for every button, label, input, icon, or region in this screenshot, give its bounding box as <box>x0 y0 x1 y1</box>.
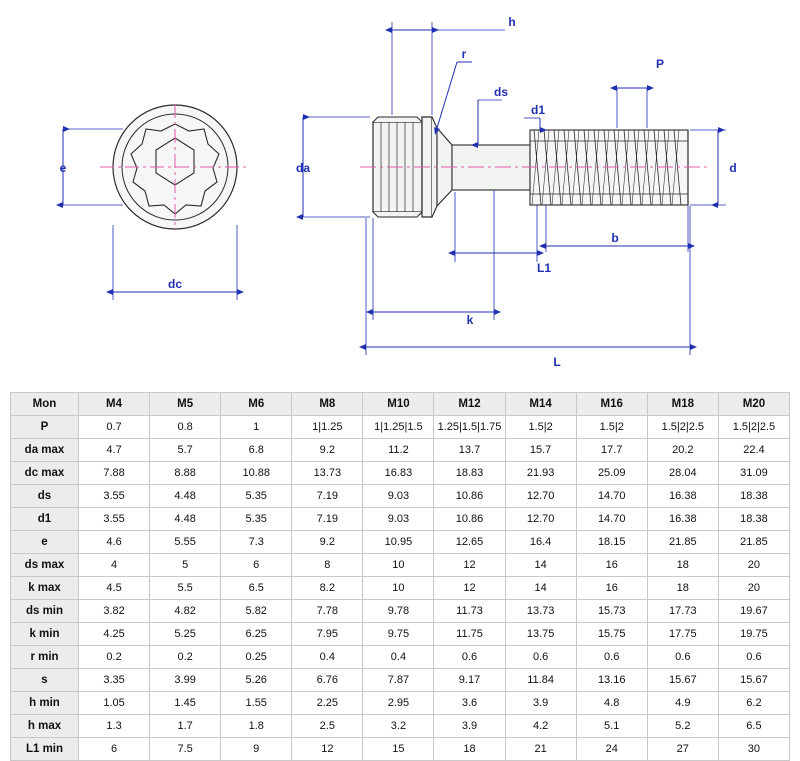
table-cell: 0.4 <box>292 646 363 669</box>
table-cell: 16.38 <box>647 485 718 508</box>
table-cell: 16 <box>576 577 647 600</box>
table-cell: 3.55 <box>79 485 150 508</box>
table-row <box>11 485 790 508</box>
table-cell: 14.70 <box>576 485 647 508</box>
table-row-label: L1 min <box>11 738 79 761</box>
table-cell: 21.93 <box>505 462 576 485</box>
table-cell: 6.76 <box>292 669 363 692</box>
table-column-header: M8 <box>292 393 363 416</box>
table-cell: 18.38 <box>718 485 789 508</box>
table-cell: 6 <box>79 738 150 761</box>
table-cell: 12 <box>434 577 505 600</box>
table-cell: 3.82 <box>79 600 150 623</box>
table-cell: 0.6 <box>718 646 789 669</box>
table-row <box>11 715 790 738</box>
table-cell: 0.4 <box>363 646 434 669</box>
table-cell: 9.78 <box>363 600 434 623</box>
table-row-label: k max <box>11 577 79 600</box>
table-cell: 1.25|1.5|1.75 <box>434 416 505 439</box>
table-cell: 12 <box>434 554 505 577</box>
table-column-header: M4 <box>79 393 150 416</box>
table-cell: 17.75 <box>647 623 718 646</box>
table-row <box>11 416 790 439</box>
table-cell: 4.9 <box>647 692 718 715</box>
table-cell: 7.19 <box>292 508 363 531</box>
table-cell: 24 <box>576 738 647 761</box>
table-cell: 7.3 <box>221 531 292 554</box>
table-cell: 9 <box>221 738 292 761</box>
table-cell: 6.25 <box>221 623 292 646</box>
table-cell: 1.55 <box>221 692 292 715</box>
table-cell: 3.2 <box>363 715 434 738</box>
table-column-header: M18 <box>647 393 718 416</box>
table-cell: 0.6 <box>647 646 718 669</box>
table-cell: 5.7 <box>150 439 221 462</box>
table-cell: 3.55 <box>79 508 150 531</box>
table-cell: 5.2 <box>647 715 718 738</box>
table-cell: 18 <box>647 554 718 577</box>
table-cell: 10.86 <box>434 485 505 508</box>
table-row <box>11 508 790 531</box>
table-row <box>11 600 790 623</box>
label-da: da <box>295 161 311 175</box>
table-column-header: M14 <box>505 393 576 416</box>
table-cell: 1 <box>221 416 292 439</box>
bolt-side-view <box>360 117 710 217</box>
table-row-label: d1 <box>11 508 79 531</box>
table-cell: 8.88 <box>150 462 221 485</box>
table-cell: 6.8 <box>221 439 292 462</box>
table-cell: 5.26 <box>221 669 292 692</box>
table-column-header: M5 <box>150 393 221 416</box>
table-cell: 0.6 <box>434 646 505 669</box>
table-row-label: dc max <box>11 462 79 485</box>
table-cell: 4.8 <box>576 692 647 715</box>
table-cell: 12.70 <box>505 508 576 531</box>
table-cell: 14 <box>505 577 576 600</box>
table-cell: 6 <box>221 554 292 577</box>
table-row-label: e <box>11 531 79 554</box>
label-b: b <box>611 231 619 245</box>
table-cell: 0.6 <box>505 646 576 669</box>
table-row <box>11 554 790 577</box>
table-header-row <box>11 393 790 416</box>
table-row-label: ds min <box>11 600 79 623</box>
table-cell: 5.82 <box>221 600 292 623</box>
table-row-label: r min <box>11 646 79 669</box>
table-cell: 18.38 <box>718 508 789 531</box>
table-cell: 0.2 <box>79 646 150 669</box>
table-cell: 4.48 <box>150 508 221 531</box>
table-cell: 9.75 <box>363 623 434 646</box>
table-cell: 7.78 <box>292 600 363 623</box>
table-cell: 11.84 <box>505 669 576 692</box>
table-cell: 1.05 <box>79 692 150 715</box>
table-cell: 5.1 <box>576 715 647 738</box>
table-column-header: M6 <box>221 393 292 416</box>
table-cell: 9.2 <box>292 531 363 554</box>
table-cell: 7.88 <box>79 462 150 485</box>
table-row <box>11 738 790 761</box>
table-cell: 1.5|2 <box>576 416 647 439</box>
table-cell: 11.2 <box>363 439 434 462</box>
table-cell: 17.7 <box>576 439 647 462</box>
table-cell: 14.70 <box>576 508 647 531</box>
table-cell: 19.75 <box>718 623 789 646</box>
table-cell: 2.5 <box>292 715 363 738</box>
table-cell: 21 <box>505 738 576 761</box>
table-cell: 12.65 <box>434 531 505 554</box>
table-row-label: s <box>11 669 79 692</box>
table-cell: 2.95 <box>363 692 434 715</box>
table-cell: 12 <box>292 738 363 761</box>
label-ds: ds <box>493 85 509 99</box>
table-cell: 4.48 <box>150 485 221 508</box>
table-cell: 7.87 <box>363 669 434 692</box>
table-cell: 0.25 <box>221 646 292 669</box>
dimension-p <box>617 57 664 128</box>
table-cell: 1|1.25 <box>292 416 363 439</box>
table-row-label: ds max <box>11 554 79 577</box>
table-cell: 1|1.25|1.5 <box>363 416 434 439</box>
table-column-header: M16 <box>576 393 647 416</box>
table-row-label: ds <box>11 485 79 508</box>
label-L1: L1 <box>536 261 552 275</box>
table-cell: 13.75 <box>505 623 576 646</box>
table-cell: 19.67 <box>718 600 789 623</box>
table-cell: 18 <box>434 738 505 761</box>
table-cell: 0.2 <box>150 646 221 669</box>
table-cell: 28.04 <box>647 462 718 485</box>
table-cell: 1.3 <box>79 715 150 738</box>
table-cell: 1.5|2|2.5 <box>647 416 718 439</box>
table-cell: 0.7 <box>79 416 150 439</box>
table-cell: 13.16 <box>576 669 647 692</box>
table-cell: 14 <box>505 554 576 577</box>
table-column-header: Mon <box>11 393 79 416</box>
table-cell: 10 <box>363 554 434 577</box>
table-cell: 8.2 <box>292 577 363 600</box>
table-cell: 13.73 <box>505 600 576 623</box>
table-row-label: h min <box>11 692 79 715</box>
label-dc: dc <box>167 277 183 291</box>
table-cell: 8 <box>292 554 363 577</box>
label-e: e <box>59 161 67 175</box>
table-cell: 20.2 <box>647 439 718 462</box>
table-column-header: M20 <box>718 393 789 416</box>
table-row <box>11 646 790 669</box>
table-cell: 1.5|2 <box>505 416 576 439</box>
table-row <box>11 577 790 600</box>
table-cell: 22.4 <box>718 439 789 462</box>
table-row <box>11 462 790 485</box>
table-cell: 30 <box>718 738 789 761</box>
table-cell: 4.5 <box>79 577 150 600</box>
table-cell: 25.09 <box>576 462 647 485</box>
table-row-label: P <box>11 416 79 439</box>
dimension-d1 <box>524 103 545 130</box>
table-cell: 18 <box>647 577 718 600</box>
table-cell: 20 <box>718 577 789 600</box>
table-cell: 3.99 <box>150 669 221 692</box>
table-cell: 9.03 <box>363 485 434 508</box>
table-cell: 16.4 <box>505 531 576 554</box>
table-cell: 13.7 <box>434 439 505 462</box>
table-cell: 31.09 <box>718 462 789 485</box>
table-cell: 18.83 <box>434 462 505 485</box>
table-cell: 6.5 <box>221 577 292 600</box>
table-cell: 4.7 <box>79 439 150 462</box>
table-cell: 7.5 <box>150 738 221 761</box>
table-row <box>11 669 790 692</box>
table-cell: 4.82 <box>150 600 221 623</box>
table-cell: 4.25 <box>79 623 150 646</box>
table-cell: 5.25 <box>150 623 221 646</box>
table-cell: 1.45 <box>150 692 221 715</box>
table-cell: 15 <box>363 738 434 761</box>
dimension-r <box>437 47 472 128</box>
table-cell: 15.67 <box>718 669 789 692</box>
table-cell: 2.25 <box>292 692 363 715</box>
label-P: P <box>655 57 665 71</box>
table-cell: 12.70 <box>505 485 576 508</box>
table-cell: 9.17 <box>434 669 505 692</box>
table-cell: 11.73 <box>434 600 505 623</box>
label-L: L <box>553 355 561 369</box>
table-cell: 13.73 <box>292 462 363 485</box>
label-k: k <box>466 313 474 327</box>
table-cell: 20 <box>718 554 789 577</box>
table-cell: 5.35 <box>221 508 292 531</box>
table-cell: 10.86 <box>434 508 505 531</box>
label-h: h <box>508 15 516 29</box>
dimension-b <box>546 205 688 252</box>
specification-table <box>10 392 790 761</box>
table-cell: 3.6 <box>434 692 505 715</box>
table-cell: 5.55 <box>150 531 221 554</box>
table-cell: 3.9 <box>434 715 505 738</box>
table-cell: 16.83 <box>363 462 434 485</box>
dimension-L <box>366 206 690 369</box>
label-d1: d1 <box>530 103 546 117</box>
label-r: r <box>461 47 467 61</box>
spec-table-wrap <box>10 392 790 761</box>
table-cell: 1.5|2|2.5 <box>718 416 789 439</box>
table-cell: 3.35 <box>79 669 150 692</box>
table-row <box>11 623 790 646</box>
table-cell: 3.9 <box>505 692 576 715</box>
table-column-header: M12 <box>434 393 505 416</box>
table-row <box>11 692 790 715</box>
label-d: d <box>729 161 737 175</box>
table-cell: 15.73 <box>576 600 647 623</box>
table-cell: 6.5 <box>718 715 789 738</box>
table-cell: 17.73 <box>647 600 718 623</box>
table-row-label: da max <box>11 439 79 462</box>
table-cell: 15.75 <box>576 623 647 646</box>
table-cell: 16.38 <box>647 508 718 531</box>
table-cell: 10.95 <box>363 531 434 554</box>
table-row <box>11 531 790 554</box>
table-cell: 5.5 <box>150 577 221 600</box>
table-cell: 1.8 <box>221 715 292 738</box>
table-cell: 7.19 <box>292 485 363 508</box>
table-cell: 21.85 <box>718 531 789 554</box>
table-row <box>11 439 790 462</box>
dimension-dc <box>113 225 237 300</box>
table-cell: 10 <box>363 577 434 600</box>
table-cell: 21.85 <box>647 531 718 554</box>
table-cell: 7.95 <box>292 623 363 646</box>
table-row-label: k min <box>11 623 79 646</box>
table-cell: 16 <box>576 554 647 577</box>
table-cell: 6.2 <box>718 692 789 715</box>
table-cell: 10.88 <box>221 462 292 485</box>
table-cell: 0.8 <box>150 416 221 439</box>
table-cell: 4 <box>79 554 150 577</box>
table-cell: 5 <box>150 554 221 577</box>
table-column-header: M10 <box>363 393 434 416</box>
table-cell: 4.2 <box>505 715 576 738</box>
table-cell: 9.2 <box>292 439 363 462</box>
table-cell: 0.6 <box>576 646 647 669</box>
table-cell: 15.67 <box>647 669 718 692</box>
table-cell: 11.75 <box>434 623 505 646</box>
table-row-label: h max <box>11 715 79 738</box>
dimension-da <box>296 117 370 217</box>
table-cell: 5.35 <box>221 485 292 508</box>
table-cell: 9.03 <box>363 508 434 531</box>
table-cell: 4.6 <box>79 531 150 554</box>
table-cell: 27 <box>647 738 718 761</box>
dimension-ds <box>478 85 508 145</box>
head-top-view <box>100 104 250 230</box>
table-cell: 1.7 <box>150 715 221 738</box>
table-cell: 18.15 <box>576 531 647 554</box>
table-cell: 15.7 <box>505 439 576 462</box>
